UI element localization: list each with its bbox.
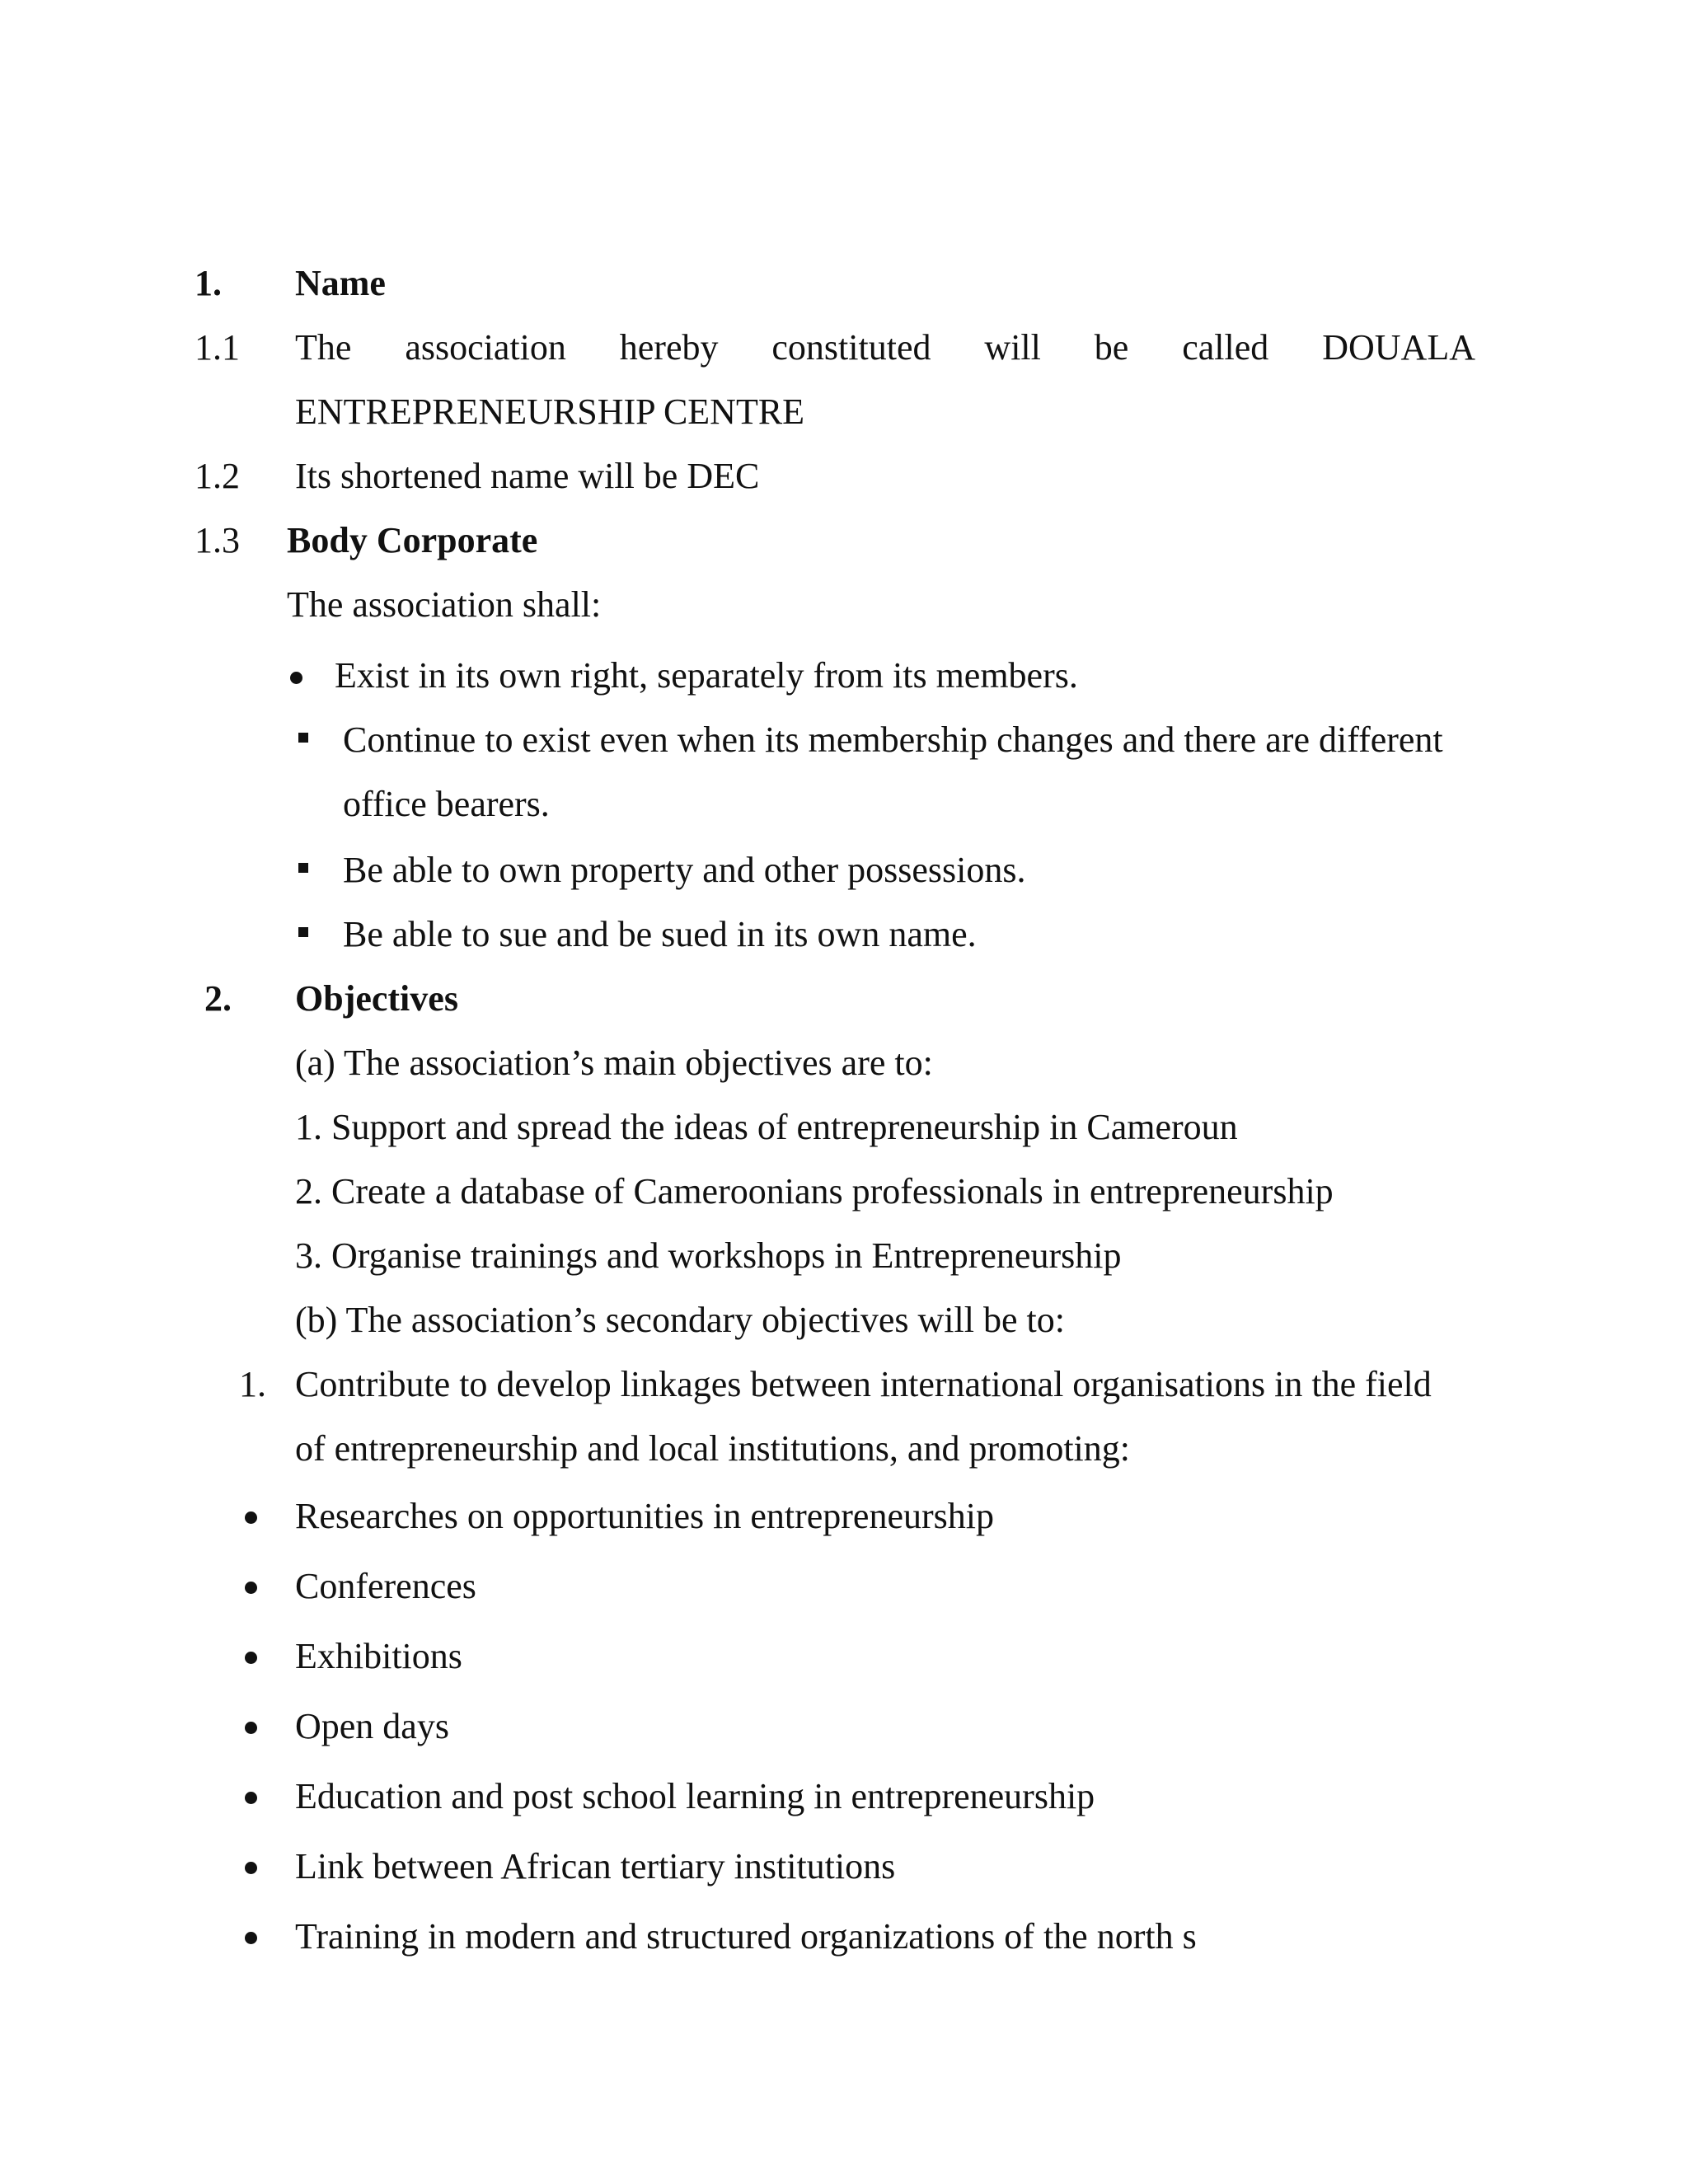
- word: constituted: [771, 327, 931, 368]
- bullet-dot-icon: [245, 1792, 257, 1804]
- bullet-square-icon: [298, 733, 308, 743]
- body-corporate-bullet-3: Be able to own property and other possessions.: [343, 850, 1026, 890]
- section-1-number: 1.: [195, 263, 222, 303]
- promoting-item: Open days: [295, 1706, 449, 1746]
- bullet-dot-icon: [245, 1582, 257, 1594]
- secondary-objective-1-number: 1.: [239, 1364, 266, 1404]
- secondary-objective-1-line1: Contribute to develop linkages between international organisations in the field: [295, 1364, 1432, 1404]
- promoting-item: Conferences: [295, 1566, 476, 1606]
- item-1-3-intro: The association shall:: [287, 584, 602, 625]
- bullet-dot-icon: [245, 1722, 257, 1734]
- item-1-3-number: 1.3: [195, 520, 240, 560]
- bullet-square-icon: [298, 863, 308, 873]
- word: hereby: [619, 327, 719, 368]
- word: DOUALA: [1322, 327, 1475, 368]
- word: association: [405, 327, 566, 368]
- item-1-3-title: Body Corporate: [287, 520, 538, 560]
- item-1-2-text: Its shortened name will be DEC: [295, 456, 760, 496]
- body-corporate-bullet-2: Continue to exist even when its membership changes and there are different: [343, 719, 1443, 760]
- section-2-title: Objectives: [295, 978, 458, 1019]
- bullet-dot-icon: [245, 1862, 257, 1874]
- main-objective-3: 3. Organise trainings and workshops in Entrepreneurship: [295, 1235, 1122, 1276]
- bullet-dot-icon: [245, 1652, 257, 1664]
- word: The: [295, 327, 352, 368]
- main-objective-1: 1. Support and spread the ideas of entrepreneurship in Cameroun: [295, 1107, 1238, 1147]
- word: called: [1182, 327, 1269, 368]
- promoting-item: Training in modern and structured organizations of the north s: [295, 1916, 1197, 1957]
- word: will: [984, 327, 1041, 368]
- bullet-dot-icon: [245, 1511, 257, 1524]
- body-corporate-bullet-2-cont: office bearers.: [343, 784, 550, 824]
- promoting-item: Researches on opportunities in entrepreneurship: [295, 1496, 994, 1536]
- body-corporate-bullet-1: Exist in its own right, separately from its members.: [335, 655, 1078, 696]
- promoting-item: Education and post school learning in entrepreneurship: [295, 1776, 1095, 1816]
- main-objectives-intro: (a) The association’s main objectives are to:: [295, 1043, 933, 1083]
- word: be: [1094, 327, 1129, 368]
- bullet-dot-icon: [245, 1932, 257, 1944]
- item-1-1-number: 1.1: [195, 327, 240, 368]
- bullet-dot-icon: [290, 672, 302, 684]
- bullet-square-icon: [298, 927, 308, 937]
- main-objective-2: 2. Create a database of Cameroonians professionals in entrepreneurship: [295, 1171, 1334, 1212]
- section-2-number: 2.: [204, 978, 232, 1019]
- item-1-1-continuation: ENTREPRENEURSHIP CENTRE: [295, 391, 805, 432]
- promoting-item: Exhibitions: [295, 1636, 462, 1676]
- item-1-2-number: 1.2: [195, 456, 240, 496]
- secondary-objective-1-line2: of entrepreneurship and local institutions, and promoting:: [295, 1428, 1131, 1469]
- item-1-1-line: [295, 327, 1475, 368]
- promoting-item: Link between African tertiary institutions: [295, 1846, 896, 1886]
- body-corporate-bullet-4: Be able to sue and be sued in its own name.: [343, 914, 977, 954]
- secondary-objectives-intro: (b) The association’s secondary objectives will be to:: [295, 1300, 1065, 1340]
- section-1-title: Name: [295, 263, 386, 303]
